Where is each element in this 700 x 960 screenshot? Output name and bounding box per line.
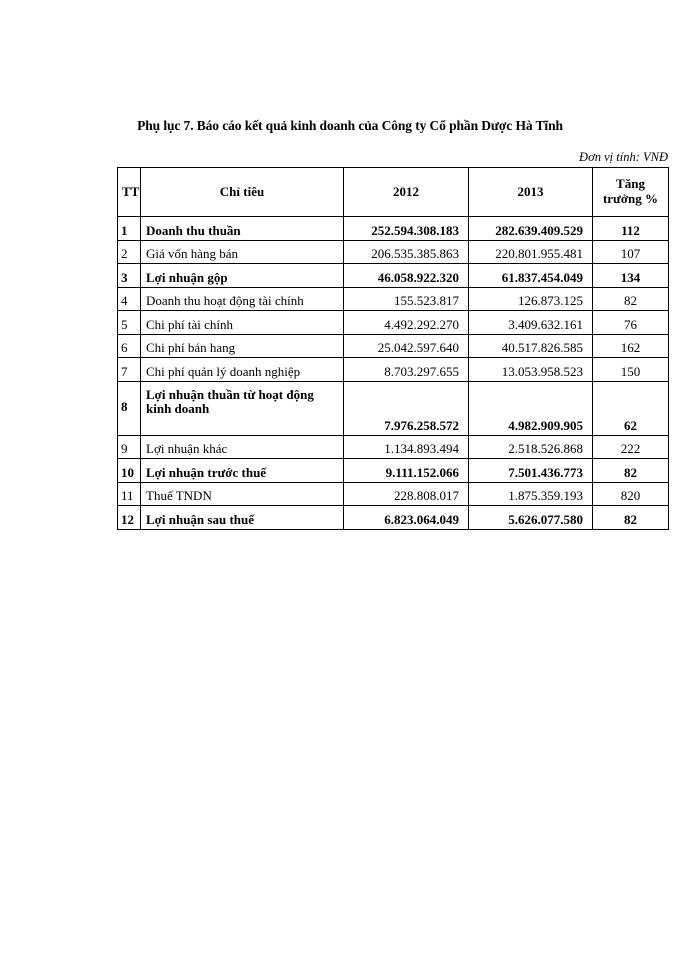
row-tt: 8 [118, 381, 141, 435]
row-growth: 820 [593, 482, 669, 506]
row-2012: 8.703.297.655 [344, 358, 469, 382]
row-2012: 155.523.817 [344, 287, 469, 311]
row-2013: 282.639.409.529 [469, 217, 593, 241]
row-2013: 40.517.826.585 [469, 334, 593, 358]
row-2012: 252.594.308.183 [344, 217, 469, 241]
table-row [118, 264, 669, 288]
row-tt: 6 [118, 334, 141, 358]
row-name: Giá vốn hàng bán [141, 240, 344, 264]
row-growth: 107 [593, 240, 669, 264]
row-growth: 82 [593, 506, 669, 530]
row-2013: 5.626.077.580 [469, 506, 593, 530]
row-growth: 82 [593, 459, 669, 483]
row-growth: 222 [593, 435, 669, 459]
row-2013: 3.409.632.161 [469, 311, 593, 335]
row-growth: 162 [593, 334, 669, 358]
income-statement-table [117, 167, 669, 530]
row-name: Doanh thu thuần [141, 217, 344, 241]
row-tt: 3 [118, 264, 141, 288]
table-row [118, 240, 669, 264]
table-row [118, 506, 669, 530]
table-row [118, 334, 669, 358]
table-row [118, 217, 669, 241]
row-growth: 150 [593, 358, 669, 382]
row-growth: 82 [593, 287, 669, 311]
row-2013: 1.875.359.193 [469, 482, 593, 506]
header-growth: Tăng trưởng % [593, 168, 669, 217]
row-tt: 11 [118, 482, 141, 506]
row-growth: 134 [593, 264, 669, 288]
row-2013: 2.518.526.868 [469, 435, 593, 459]
row-2012: 1.134.893.494 [344, 435, 469, 459]
row-growth: 76 [593, 311, 669, 335]
row-name: Lợi nhuận thuần từ hoạt động kinh doanh [141, 381, 344, 435]
row-tt: 5 [118, 311, 141, 335]
row-2012: 6.823.064.049 [344, 506, 469, 530]
table-header-row [118, 168, 669, 217]
row-name: Doanh thu hoạt động tài chính [141, 287, 344, 311]
row-growth: 112 [593, 217, 669, 241]
row-2013: 7.501.436.773 [469, 459, 593, 483]
row-name: Lợi nhuận trước thuế [141, 459, 344, 483]
header-2012: 2012 [344, 168, 469, 217]
row-tt: 4 [118, 287, 141, 311]
row-2012: 206.535.385.863 [344, 240, 469, 264]
row-tt: 2 [118, 240, 141, 264]
row-tt: 9 [118, 435, 141, 459]
table-row [118, 381, 669, 435]
row-name: Lợi nhuận sau thuế [141, 506, 344, 530]
row-tt: 1 [118, 217, 141, 241]
row-growth: 62 [593, 381, 669, 435]
table-row [118, 435, 669, 459]
row-name: Chi phí tài chính [141, 311, 344, 335]
table-row [118, 459, 669, 483]
header-2013: 2013 [469, 168, 593, 217]
row-name: Lợi nhuận gộp [141, 264, 344, 288]
unit-label: Đơn vị tính: VNĐ [579, 150, 668, 164]
row-tt: 10 [118, 459, 141, 483]
page-title: Phụ lục 7. Báo cáo kết quả kinh doanh của Công ty Cổ phần Dược Hà Tĩnh [137, 118, 563, 133]
row-2012: 46.058.922.320 [344, 264, 469, 288]
row-2013: 220.801.955.481 [469, 240, 593, 264]
row-2012: 7.976.258.572 [344, 381, 469, 435]
table-row [118, 287, 669, 311]
row-2012: 4.492.292.270 [344, 311, 469, 335]
row-name: Lợi nhuận khác [141, 435, 344, 459]
row-2012: 228.808.017 [344, 482, 469, 506]
row-2012: 9.111.152.066 [344, 459, 469, 483]
row-2013: 13.053.958.523 [469, 358, 593, 382]
row-tt: 7 [118, 358, 141, 382]
row-name: Chi phí bán hang [141, 334, 344, 358]
table-row [118, 482, 669, 506]
header-name: Chỉ tiêu [141, 168, 344, 217]
row-2013: 61.837.454.049 [469, 264, 593, 288]
row-name: Thuế TNDN [141, 482, 344, 506]
table-row [118, 358, 669, 382]
row-2013: 4.982.909.905 [469, 381, 593, 435]
header-tt: TT [118, 168, 141, 217]
row-2013: 126.873.125 [469, 287, 593, 311]
row-name: Chi phí quản lý doanh nghiệp [141, 358, 344, 382]
table-row [118, 311, 669, 335]
row-2012: 25.042.597.640 [344, 334, 469, 358]
row-tt: 12 [118, 506, 141, 530]
